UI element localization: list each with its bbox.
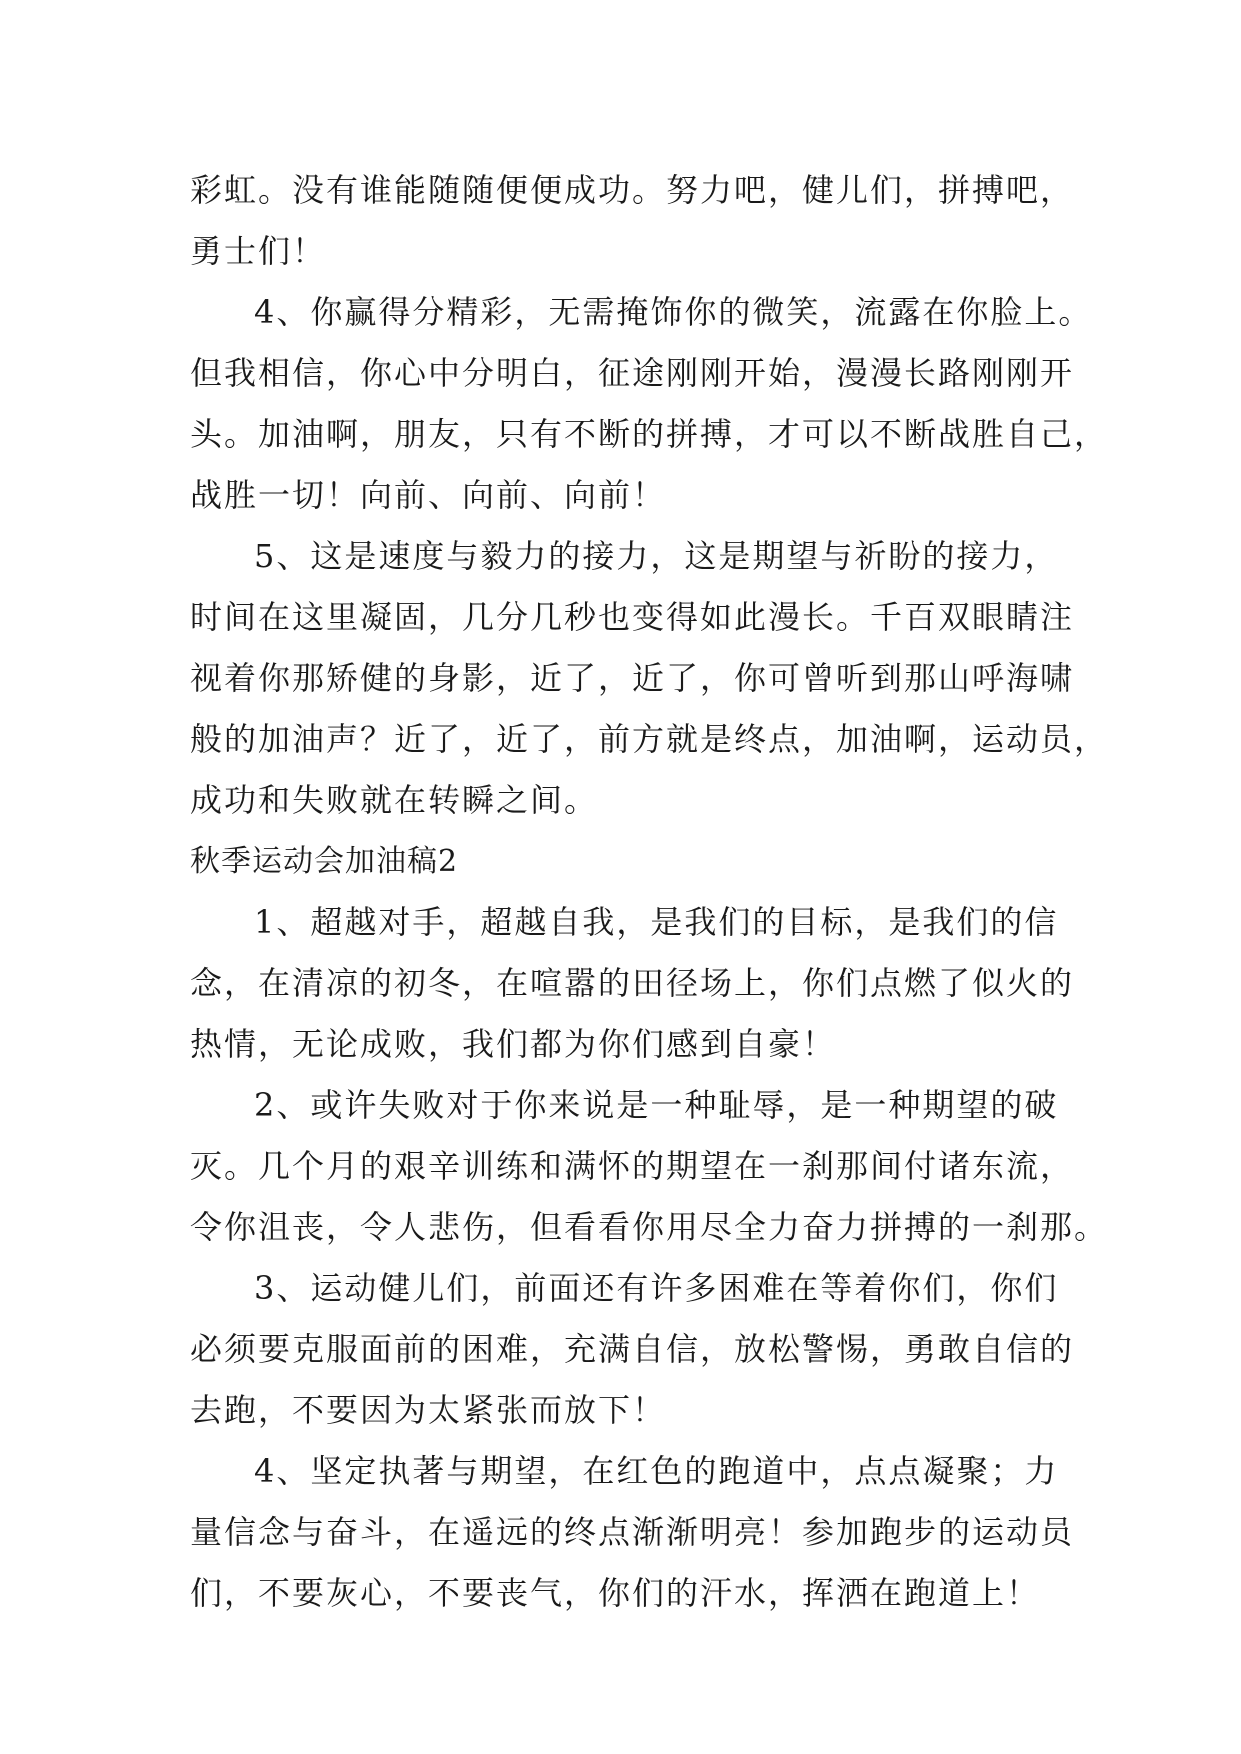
document-body <box>190 160 1109 1624</box>
paragraph-start: 3、运动健儿们，前面还有许多困难在等着你们，你们 <box>254 1269 1059 1307</box>
text-line: 视着你那矫健的身影，近了，近了，你可曾听到那山呼海啸 <box>190 659 1075 697</box>
text-line: 般的加油声？近了，近了，前方就是终点，加油啊，运动员， <box>190 720 1109 758</box>
paragraph-start: 1、超越对手，超越自我，是我们的目标，是我们的信 <box>254 903 1059 941</box>
text-line: 灭。几个月的艰辛训练和满怀的期望在一刹那间付诸东流， <box>190 1147 1075 1185</box>
text-line: 必须要克服面前的困难，充满自信，放松警惕，勇敢自信的 <box>190 1330 1075 1368</box>
text-line: 量信念与奋斗，在遥远的终点渐渐明亮！参加跑步的运动员 <box>190 1513 1075 1551</box>
text-line: 彩虹。没有谁能随随便便成功。努力吧，健儿们，拼搏吧， <box>190 171 1075 209</box>
paragraph-start: 4、坚定执著与期望，在红色的跑道中，点点凝聚；力 <box>254 1452 1059 1490</box>
paragraph-start: 2、或许失败对于你来说是一种耻辱，是一种期望的破 <box>254 1086 1059 1124</box>
text-line: 念，在清凉的初冬，在喧嚣的田径场上，你们点燃了似火的 <box>190 964 1075 1002</box>
text-line: 令你沮丧，令人悲伤，但看看你用尽全力奋力拼搏的一刹那。 <box>190 1208 1109 1246</box>
text-line: 战胜一切！向前、向前、向前！ <box>190 476 667 514</box>
text-line: 成功和失败就在转瞬之间。 <box>190 781 599 819</box>
text-line: 但我相信，你心中分明白，征途刚刚开始，漫漫长路刚刚开 <box>190 354 1075 392</box>
text-line: 头。加油啊，朋友，只有不断的拼搏，才可以不断战胜自己， <box>190 415 1109 453</box>
text-line: 勇士们！ <box>190 232 327 270</box>
text-line: 们，不要灰心，不要丧气，你们的汗水，挥洒在跑道上！ <box>190 1574 1041 1612</box>
text-line: 时间在这里凝固，几分几秒也变得如此漫长。千百双眼睛注 <box>190 598 1075 636</box>
section-heading: 秋季运动会加油稿2 <box>190 844 459 879</box>
text-line: 去跑，不要因为太紧张而放下！ <box>190 1391 667 1429</box>
paragraph-start: 4、你赢得分精彩，无需掩饰你的微笑，流露在你脸上。 <box>254 293 1093 331</box>
text-line: 热情，无论成败，我们都为你们感到自豪！ <box>190 1025 837 1063</box>
paragraph-start: 5、这是速度与毅力的接力，这是期望与祈盼的接力， <box>254 537 1059 575</box>
